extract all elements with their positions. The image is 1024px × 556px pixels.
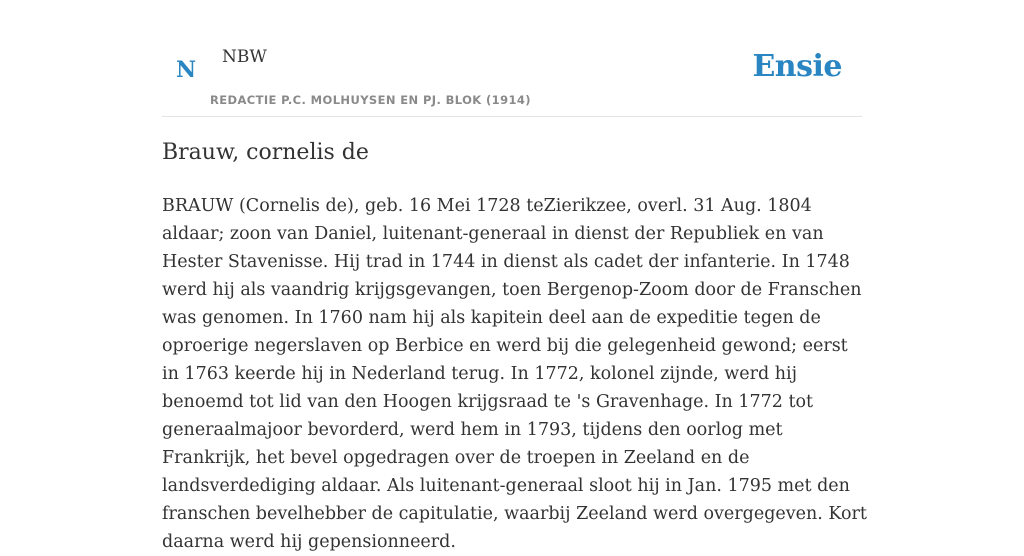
entry-body: BRAUW (Cornelis de), geb. 16 Mei 1728 teZierikzee, overl. 31 Aug. 1804 aldaar; zoon van Daniel, luitenant-generaal in dienst der Republiek en van Hester Stavenisse. Hij trad in 1744 in dienst als cadet der infanterie. In 1748 werd hij als vaandrig krijgsgevangen, toen Bergenop-Zoom door de Franschen was genomen. In 1760 nam hij als kapitein deel aan de expeditie tegen de oproerige negerslaven op Berbice en werd bij die gelegenheid gewond; eerst in 1763 keerde hij in Nederland terug. In 1772, kolonel zijnde, werd hij benoemd tot lid van den Hoogen krijgsraad te 's Gravenhage. In 1772 tot generaalmajoor bevorderd, werd hem in 1793, tijdens den oorlog met Frankrijk, het bevel opgedragen over de troepen in Zeeland en de landsverdediging aldaar. Als luitenant-generaal sloot hij in Jan. 1795 met den franschen bevelhebber de capitulatie, waarbij Zeeland werd overgegeven. Kort daarna werd hij gepensionneerd. — [162, 196, 867, 552]
entry-title: Brauw, cornelis de — [162, 140, 369, 165]
source-editors: REDACTIE P.C. MOLHUYSEN EN PJ. BLOK (1914) — [210, 93, 531, 107]
ensie-brand-link[interactable]: Ensie — [752, 49, 842, 84]
source-logo[interactable]: N — [176, 57, 197, 83]
source-name[interactable]: NBW — [222, 47, 267, 67]
source-header — [162, 0, 862, 117]
